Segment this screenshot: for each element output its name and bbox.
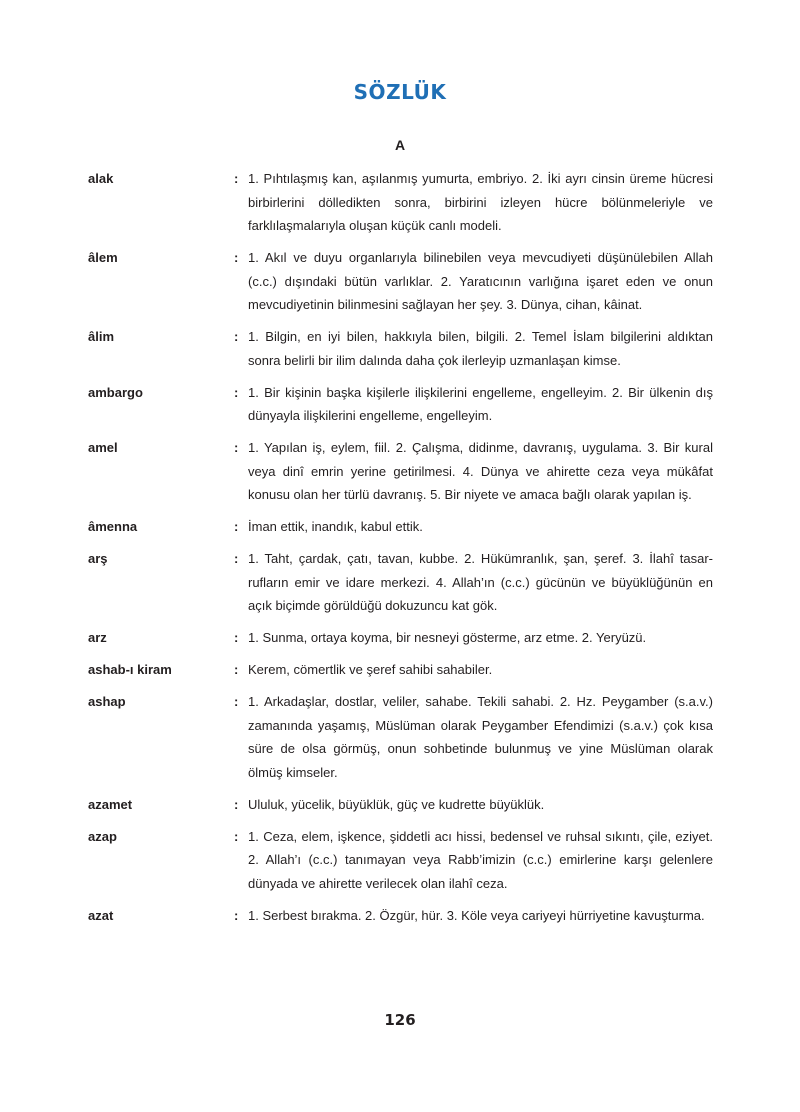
entry-term: azamet: [88, 796, 133, 812]
entry-definition: 1. Ceza, elem, işkence, şiddetli acı hissi, bedensel ve ruhsal sıkıntı, çile, eziyet. 2. Allah’ı (c.c.) tanımayan veya Rabb’imizin (c.c.) emirlerine karşı gelenlere dünyada ve ahirette verilecek olan ilahî ceza.: [248, 828, 713, 891]
glossary-entry: [88, 381, 713, 428]
glossary-entry: [88, 547, 713, 618]
entry-definition: 1. Taht, çardak, çatı, tavan, kubbe. 2. Hükümranlık, şan, şeref. 3. İlahî tasarrufların emir ve idare merkezi. 4. Allah’ın (c.c.) gücünün ve büyüklüğünün en açık biçimde görüldüğü dokuzuncu kat gök.: [248, 551, 713, 613]
entry-colon: :: [234, 519, 239, 534]
entry-definition: 1. Serbest bırakma. 2. Özgür, hür. 3. Köle veya cariyeyi hürriyetine kavuşturma.: [248, 907, 705, 923]
entry-term: âlim: [88, 329, 115, 344]
glossary-entry: [88, 246, 713, 317]
glossary-entry: [88, 658, 713, 682]
entry-term: alak: [88, 171, 114, 186]
entry-definition: 1. Akıl ve duyu organlarıyla bilinebilen veya mevcudiyeti düşünülebilen Allah (c.c.) dışındaki bütün varlıklar. 2. Yaratıcının varlığına işaret eden ve onun mevcudiyetinin bilinmesini sağlayan her şey. 3. Dünya, cihan, kâinat.: [248, 250, 713, 312]
entry-term: azap: [88, 828, 117, 844]
entry-colon: :: [234, 250, 239, 265]
entry-term: ashab-ı kiram: [88, 662, 172, 677]
entry-term: ashap: [88, 694, 126, 709]
entry-definition: 1. Bir kişinin başka kişilerle ilişkilerini engelleme, engelleyim. 2. Bir ülkenin dış dünyayla ilişkilerini engelleme, engelleyim.: [248, 384, 713, 423]
entry-colon: :: [234, 171, 239, 186]
glossary-entry: [88, 626, 713, 650]
entry-colon: :: [234, 796, 239, 812]
entry-colon: :: [234, 329, 239, 344]
entry-definition: Ululuk, yücelik, büyüklük, güç ve kudrette büyüklük.: [248, 796, 545, 812]
glossary-entry: [88, 515, 713, 539]
glossary-entry: [88, 690, 713, 784]
entry-definition: 1. Sunma, ortaya koyma, bir nesneyi gösterme, arz etme. 2. Yeryüzü.: [248, 630, 647, 645]
page-title: SÖZLÜK: [353, 80, 447, 104]
entry-term: azat: [88, 907, 114, 923]
entry-colon: :: [234, 662, 239, 677]
entry-definition: 1. Bilgin, en iyi bilen, hakkıyla bilen, bilgili. 2. Temel İslam bilgilerini aldıktan sonra belirli bir ilim dalında daha çok ilerleyip uzmanlaşan kimse.: [248, 329, 713, 368]
section-letter: A: [394, 137, 406, 153]
glossary-entry: [88, 325, 713, 372]
entry-definition: İman ettik, inandık, kabul ettik.: [248, 519, 423, 534]
entry-colon: :: [234, 440, 239, 455]
glossary-entries: [88, 167, 713, 936]
glossary-entry: [88, 904, 713, 928]
entry-term: amel: [88, 440, 118, 455]
entry-colon: :: [234, 384, 239, 400]
glossary-entry: [88, 793, 713, 817]
entry-term: âmenna: [88, 519, 138, 534]
entry-colon: :: [234, 907, 239, 923]
entry-term: arz: [88, 630, 107, 645]
glossary-entry: [88, 436, 713, 507]
entry-definition: 1. Arkadaşlar, dostlar, veliler, sahabe. Tekili sahabi. 2. Hz. Peygamber (s.a.v.) zamanında yaşamış, Müslüman olarak Peygamber Efendimizi (s.a.v.) çok kısa süre de olsa görmüş, onun sohbetinde bulunmuş ve yine Müslüman olarak ölmüş kimseler.: [248, 694, 713, 780]
entry-definition: Kerem, cömertlik ve şeref sahibi sahabiler.: [248, 662, 493, 677]
entry-term: arş: [88, 551, 108, 566]
entry-definition: 1. Pıhtılaşmış kan, aşılanmış yumurta, embriyo. 2. İki ayrı cinsin üreme hücresi birbirlerini dölledikten sonra, birbirini izleyen hücre bölünmeleriyle ve farklılaşmalarıyla oluşan küçük canlı modeli.: [248, 171, 713, 233]
entry-colon: :: [234, 828, 239, 844]
entry-term: âlem: [88, 250, 118, 265]
glossary-entry: [88, 825, 713, 896]
entry-colon: :: [234, 630, 239, 645]
page-number: 126: [384, 1011, 416, 1029]
entry-term: ambargo: [88, 384, 143, 400]
entry-colon: :: [234, 694, 239, 709]
entry-colon: :: [234, 551, 239, 566]
glossary-entry: [88, 167, 713, 238]
entry-definition: 1. Yapılan iş, eylem, fiil. 2. Çalışma, didinme, davranış, uygulama. 3. Bir kural veya dinî emrin yerine getirilmesi. 4. Dünya ve ahirette ceza veya mükâfat konusu olan her türlü davranış. 5. Bir niyete ve amaca bağlı olarak yapılan iş.: [248, 440, 713, 502]
